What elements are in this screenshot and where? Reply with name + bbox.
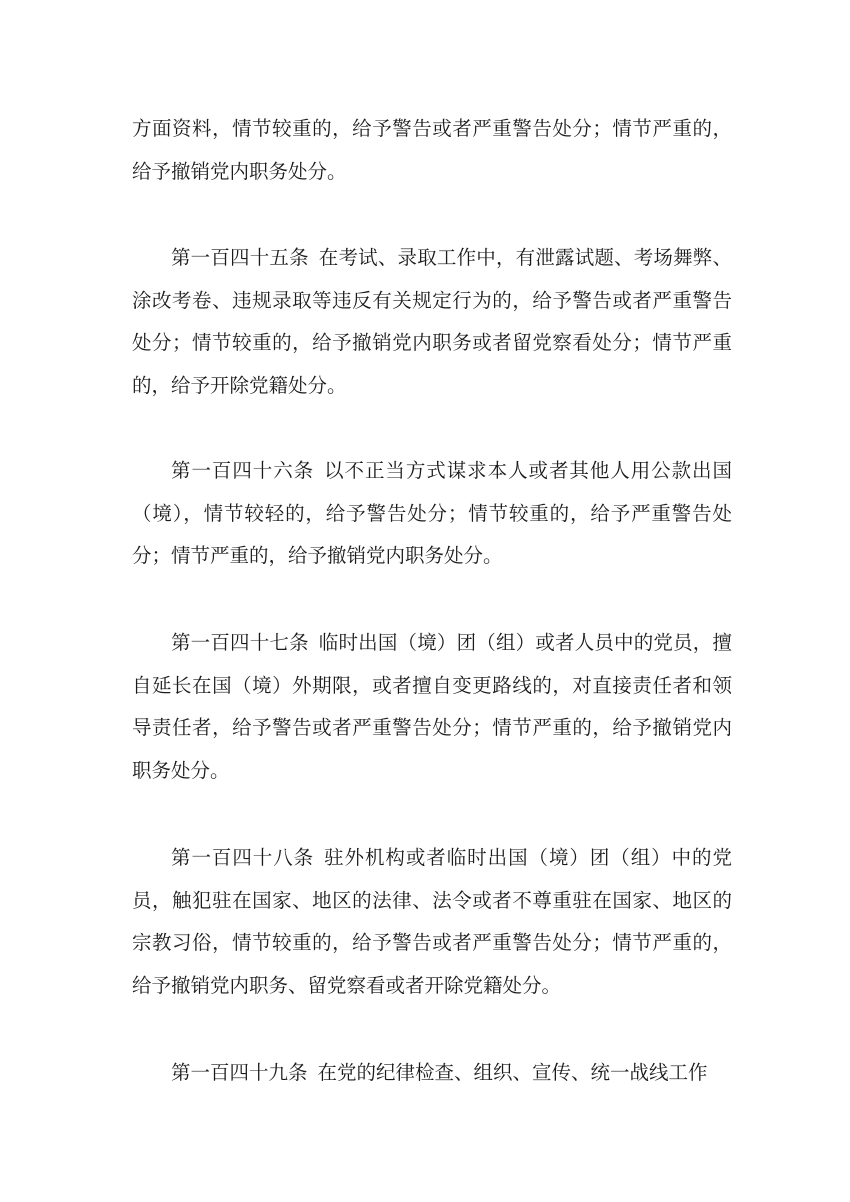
paragraph-text: 方面资料，情节较重的，给予警告或者严重警告处分；情节严重的，给予撤销党内职务处分。	[132, 117, 732, 183]
article-149	[132, 1052, 732, 1095]
article-text: 以不正当方式谋求本人或者其他人用公款出国（境），情节较轻的，给予警告处分；情节较重的，给予严重警告处分；情节严重的，给予撤销党内职务处分。	[132, 459, 732, 567]
article-148	[132, 837, 732, 1007]
article-146	[132, 450, 732, 578]
article-number: 第一百四十七条	[171, 631, 309, 654]
article-text: 在党的纪律检查、组织、宣传、统一战线工作	[317, 1061, 708, 1084]
paragraph-continuation	[132, 108, 732, 193]
article-145	[132, 237, 732, 407]
article-number: 第一百四十八条	[171, 846, 315, 869]
article-text: 驻外机构或者临时出国（境）团（组）中的党员，触犯驻在国家、地区的法律、法令或者不尊重驻在国家、地区的宗教习俗，情节较重的，给予警告或者严重警告处分；情节严重的，给予撤销党内职务、留党察看或者开除党籍处分。	[132, 846, 732, 997]
article-number: 第一百四十五条	[171, 246, 309, 269]
article-147	[132, 622, 732, 792]
article-number: 第一百四十九条	[171, 1061, 308, 1084]
article-number: 第一百四十六条	[171, 459, 315, 482]
article-text: 临时出国（境）团（组）或者人员中的党员，擅自延长在国（境）外期限，或者擅自变更路线的，对直接责任者和领导责任者，给予警告或者严重警告处分；情节严重的，给予撤销党内职务处分。	[132, 631, 732, 782]
article-text: 在考试、录取工作中，有泄露试题、考场舞弊、涂改考卷、违规录取等违反有关规定行为的，给予警告或者严重警告处分；情节较重的，给予撤销党内职务或者留党察看处分；情节严重的，给予开除党籍处分。	[132, 246, 732, 397]
